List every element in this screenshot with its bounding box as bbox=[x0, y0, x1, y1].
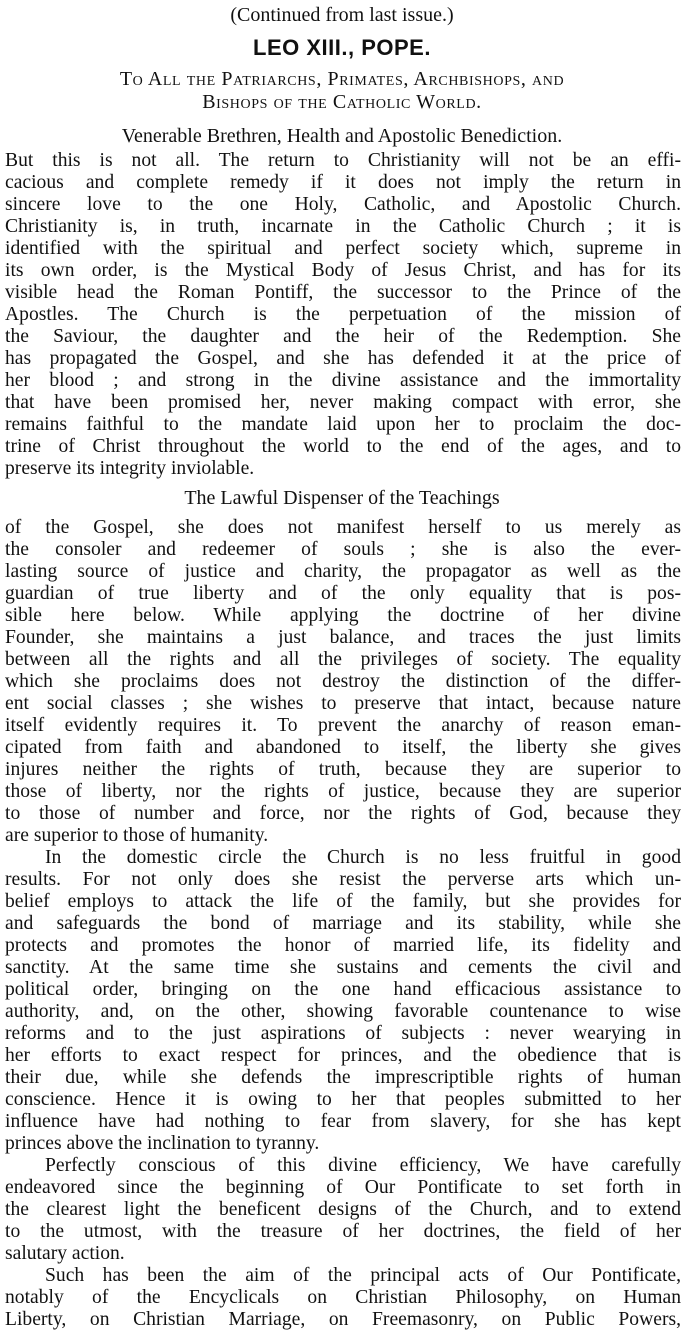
text-line: of the Gospel, she does not manifest herself to us merely as bbox=[5, 517, 681, 538]
text-line: preserve its integrity inviolable. bbox=[5, 458, 255, 479]
text-line: cacious and complete remedy if it does not imply the return in bbox=[5, 172, 681, 193]
text-line: ent social classes ; she wishes to preserve that intact, because nature bbox=[5, 693, 681, 714]
text-line: political order, bringing on the one hand efficacious assistance to bbox=[5, 979, 681, 1000]
text-line: Such has been the aim of the principal acts of Our Pontificate, bbox=[45, 1265, 681, 1286]
text-line: to those of number and force, nor the rights of God, because they bbox=[5, 803, 681, 824]
text-line: guardian of true liberty and of the only equality that is pos- bbox=[5, 583, 681, 604]
text-line: sible here below. While applying the doctrine of her divine bbox=[5, 605, 681, 626]
text-line: cipated from faith and abandoned to itself, the liberty she gives bbox=[5, 737, 681, 758]
salutation: Venerable Brethren, Health and Apostolic Benediction. bbox=[121, 125, 563, 147]
text-line: between all the rights and all the privileges of society. The equality bbox=[5, 649, 681, 670]
address-line: Bishops of the Catholic World. bbox=[202, 91, 482, 113]
text-line: belief employs to attack the life of the family, but she provides for bbox=[5, 891, 681, 912]
text-line: her efforts to exact respect for princes, and the obedience that is bbox=[5, 1045, 681, 1066]
text-line: protects and promotes the honor of married life, its fidelity and bbox=[5, 935, 681, 956]
text-line: sincere love to the one Holy, Catholic, and Apostolic Church. bbox=[5, 194, 681, 215]
text-line: has propagated the Gospel, and she has defended it at the price of bbox=[5, 348, 681, 369]
text-line: Perfectly conscious of this divine efficiency, We have carefully bbox=[45, 1155, 681, 1176]
text-line: princes above the inclination to tyranny. bbox=[5, 1133, 320, 1154]
address-line: To All the Patriarchs, Primates, Archbishops, and bbox=[119, 68, 565, 90]
text-line: their due, while she defends the imprescriptible rights of human bbox=[5, 1067, 681, 1088]
text-line: conscience. Hence it is owing to her that peoples submitted to her bbox=[5, 1089, 681, 1110]
text-line: visible head the Roman Pontiff, the successor to the Prince of the bbox=[5, 282, 681, 303]
text-line: authority, and, on the other, showing favorable countenance to wise bbox=[5, 1001, 681, 1022]
text-line: salutary action. bbox=[5, 1243, 125, 1264]
text-line: But this is not all. The return to Christianity will not be an effi- bbox=[5, 150, 681, 171]
text-line: remains faithful to the mandate laid upon her to proclaim the doc- bbox=[5, 414, 681, 435]
text-line: to the utmost, with the treasure of her doctrines, the field of her bbox=[5, 1221, 681, 1242]
text-line: endeavored since the beginning of Our Pontificate to set forth in bbox=[5, 1177, 681, 1198]
text-line: which she proclaims does not destroy the distinction of the differ- bbox=[5, 671, 681, 692]
text-line: her blood ; and strong in the divine assistance and the immortality bbox=[5, 370, 681, 391]
text-line: itself evidently requires it. To prevent the anarchy of reason eman- bbox=[5, 715, 681, 736]
text-line: influence have had nothing to fear from slavery, for she has kept bbox=[5, 1111, 681, 1132]
text-line: its own order, is the Mystical Body of Jesus Christ, and has for its bbox=[5, 260, 681, 281]
text-line: lasting source of justice and charity, the propagator as well as the bbox=[5, 561, 681, 582]
text-line: sanctity. At the same time she sustains and cements the civil and bbox=[5, 957, 681, 978]
text-line: injures neither the rights of truth, because they are superior to bbox=[5, 759, 681, 780]
text-line: Christianity is, in truth, incarnate in the Catholic Church ; it is bbox=[5, 216, 681, 237]
subheading: The Lawful Dispenser of the Teachings bbox=[184, 487, 500, 509]
text-line: those of liberty, nor the rights of justice, because they are superior bbox=[5, 781, 681, 802]
text-line: In the domestic circle the Church is no less fruitful in good bbox=[45, 847, 681, 868]
text-line: are superior to those of humanity. bbox=[5, 825, 269, 846]
text-line: and safeguards the bond of marriage and its stability, while she bbox=[5, 913, 681, 934]
text-line: results. For not only does she resist the perverse arts which un- bbox=[5, 869, 681, 890]
text-line: reforms and to the just aspirations of subjects : never wearying in bbox=[5, 1023, 681, 1044]
text-line: the consoler and redeemer of souls ; she is also the ever- bbox=[5, 539, 681, 560]
author-heading: LEO XIII., POPE. bbox=[253, 35, 431, 60]
text-line: Apostles. The Church is the perpetuation of the mission of bbox=[5, 304, 681, 325]
text-line: Liberty, on Christian Marriage, on Freemasonry, on Public Powers, bbox=[5, 1309, 681, 1330]
text-line: that have been promised her, never making compact with error, she bbox=[5, 392, 681, 413]
text-line: notably of the Encyclicals on Christian Philosophy, on Human bbox=[5, 1287, 681, 1308]
text-line: the Saviour, the daughter and the heir of the Redemption. She bbox=[5, 326, 681, 347]
text-line: identified with the spiritual and perfect society which, supreme in bbox=[5, 238, 681, 259]
text-line: the clearest light the beneficent designs of the Church, and to extend bbox=[5, 1199, 681, 1220]
continued-note: (Continued from last issue.) bbox=[230, 4, 454, 26]
text-line: Founder, she maintains a just balance, and traces the just limits bbox=[5, 627, 681, 648]
text-line: trine of Christ throughout the world to the end of the ages, and to bbox=[5, 436, 681, 457]
